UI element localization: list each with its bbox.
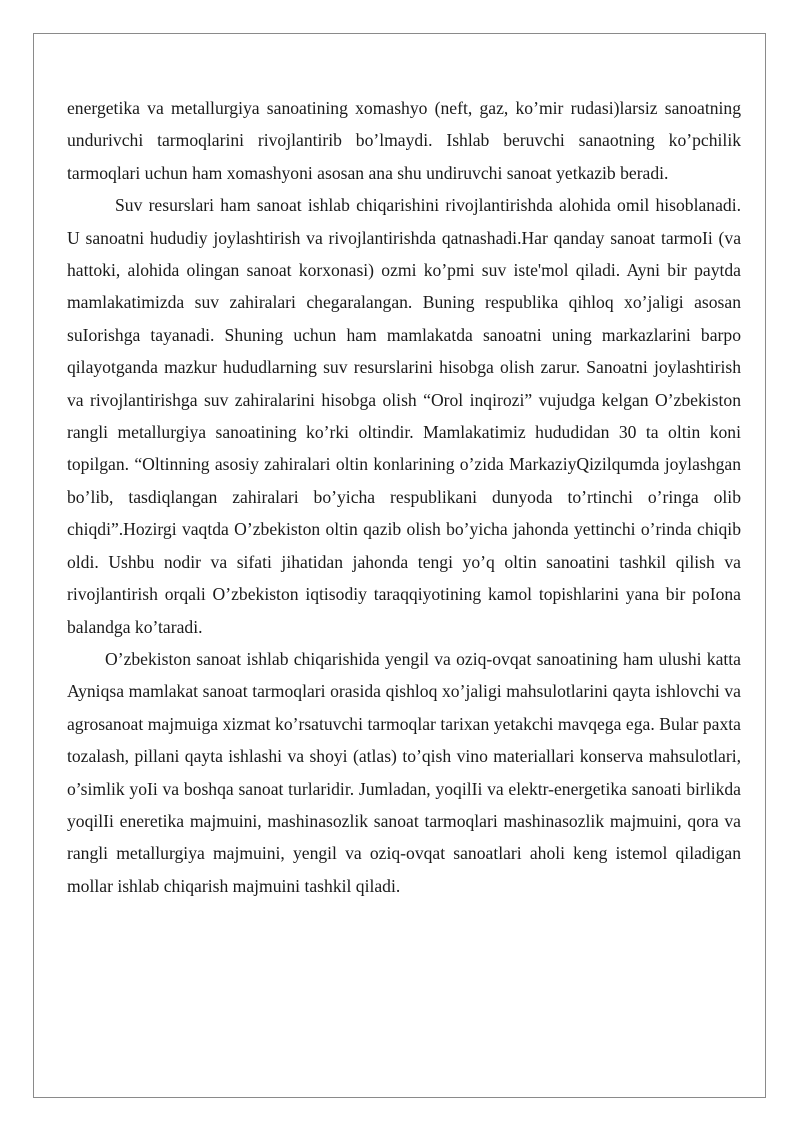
- paragraph-2: Suv resurslari ham sanoat ishlab chiqarishini rivojlantirishda alohida omil hisoblanadi. U sanoatni hududiy joylashtirish va rivojlantirishda qatnashadi.Har qanday sanoat tarmoIi (va hattoki, alohida olingan sanoat korxonasi) ozmi ko’pmi suv iste'mol qiladi. Ayni bir paytda mamlakatimizda suv zahiralari chegaralangan. Buning respublika qihloq xo’jaligi asosan suIorishga tayanadi. Shuning uchun ham mamlakatda sanoatni uning markazlarini barpo qilayotganda mazkur hududlarning suv resurslarini hisobga olish zarur. Sanoatni joylashtirish va rivojlantirishga suv zahiralarini hisobga olish “Orol inqirozi” vujudga kelgan O’zbekiston rangli metallurgiya sanoatining ko’rki oltindir. Mamlakatimiz hududidan 30 ta oltin koni topilgan. “Oltinning asosiy zahiralari oltin konlarining o’zida MarkaziyQizilqumda joylashgan bo’lib, tasdiqlangan zahiralari bo’yicha respublikani dunyoda to’rtinchi o’ringa olib chiqdi”.Hozirgi vaqtda O’zbekiston oltin qazib olish bo’yicha jahonda yettinchi o’rinda chiqib oldi. Ushbu nodir va sifati jihatidan jahonda tengi yo’q oltin sanoatini tashkil qilish va rivojlantirish orqali O’zbekiston iqtisodiy taraqqiyotining kamol topishlarini yana bir poIona balandga ko’taradi.: [67, 195, 741, 637]
- document-body: [67, 92, 741, 902]
- paragraph-3: O’zbekiston sanoat ishlab chiqarishida yengil va oziq-ovqat sanoatining ham ulushi katta Ayniqsa mamlakat sanoat tarmoqlari orasida qishloq xo’jaligi mahsulotlarini qayta ishlovchi va agrosanoat majmuiga xizmat ko’rsatuvchi tarmoqlar tarixan yetakchi mavqega ega. Bular paxta tozalash, pillani qayta ishlashi va shoyi (atlas) to’qish vino materiallari konserva mahsulotlari, o’simlik yoIi va boshqa sanoat turlaridir. Jumladan, yoqilIi va elektr-energetika sanoati birlikda yoqilIi eneretika majmuini, mashinasozlik sanoat tarmoqlari mashinasozlik majmuini, qora va rangli metallurgiya majmuini, yengil va oziq-ovqat sanoatlari aholi keng istemol qiladigan mollar ishlab chiqarish majmuini tashkil qiladi.: [67, 648, 741, 896]
- paragraph-1: energetika va metallurgiya sanoatining xomashyo (neft, gaz, ko’mir rudasi)larsiz sanoatning undurivchi tarmoqlarini rivojlantirib bo’lmaydi. Ishlab beruvchi sanaotning ko’pchilik tarmoqlari uchun ham xomashyoni asosan ana shu undiruvchi sanoat yetkazib beradi.: [67, 98, 741, 183]
